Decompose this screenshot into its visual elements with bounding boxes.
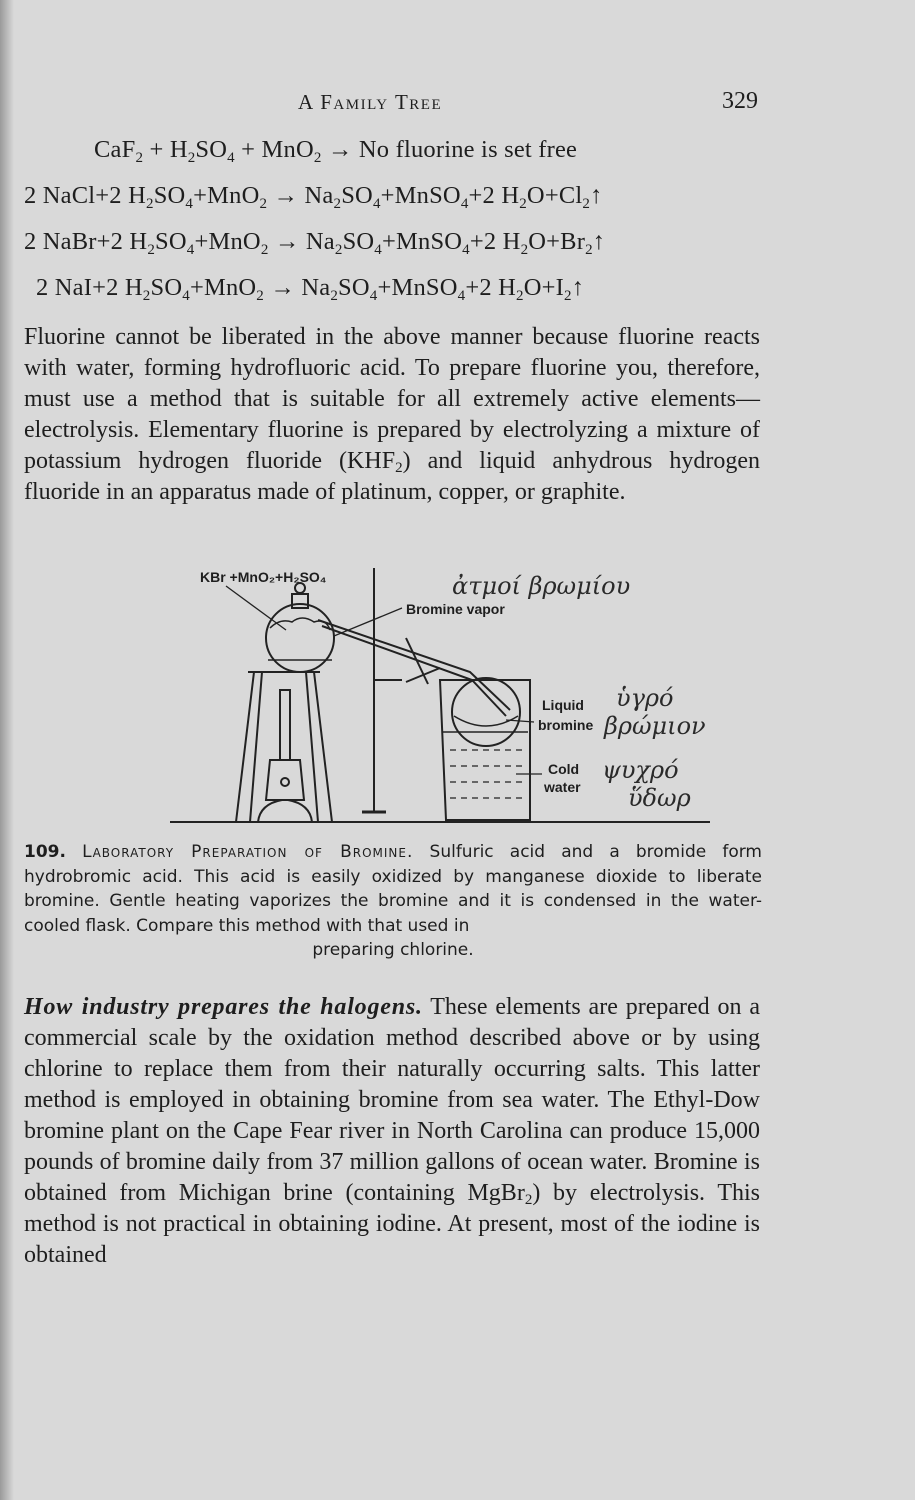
equation-subscript: 2: [260, 242, 269, 258]
liquid-bromine-level: [454, 716, 518, 726]
burner-base: [258, 800, 312, 822]
handwritten-bromine-vapor: ἀτμοί βρωμίου: [452, 572, 631, 600]
handwritten-liquid: ὑγρό: [616, 684, 674, 712]
equation-nai: [36, 274, 584, 302]
equation-subscript: 2: [516, 288, 524, 304]
equation-subscript: 2: [564, 288, 572, 304]
equation-text: +2 H: [468, 182, 520, 209]
equation-text: SO: [195, 136, 228, 163]
paragraph-industry: [24, 992, 760, 1271]
equation-text: SO: [150, 274, 183, 301]
caption-body: Sulfuric acid and a bromide form hydrobromic acid. This acid is easily oxidized by manganese dioxide to liberate bromine. Gentle heating vaporizes the bromine and it is condensed in the water-cooled flask. Compare this method with that used in: [24, 842, 762, 936]
equation-text: SO: [153, 182, 186, 209]
equation-text: +2 H: [469, 228, 521, 255]
equation-subscript: 4: [374, 242, 382, 258]
equation-text: 2 NaCl+2 H: [24, 182, 146, 209]
flask-neck: [292, 594, 308, 608]
leader-vapor: [334, 608, 402, 636]
equation-text: + H: [143, 136, 188, 163]
figure-title: Laboratory Preparation of Bromine.: [82, 842, 414, 862]
handwritten-cold: ψυχρό: [602, 756, 679, 784]
equation-text: +2 H: [465, 274, 517, 301]
equation-text: ↑: [590, 182, 603, 209]
equation-text: O+Br: [528, 228, 586, 255]
equation-subscript: 2: [187, 150, 196, 166]
equation-text: ↑: [592, 228, 606, 255]
equation-subscript: 4: [227, 150, 235, 166]
burner-body: [266, 760, 304, 800]
equation-subscript: 4: [186, 242, 195, 258]
equation-text: SO: [341, 182, 373, 209]
equation-text: O+I: [523, 274, 565, 301]
equation-nabr: [24, 228, 605, 256]
equation-subscript: 2: [142, 288, 151, 304]
paragraph-industry-text-b: ) by electrolysis. This method is not practical in obtaining iodine. At present, most of the iodine is obtained: [24, 1180, 760, 1268]
equation-subscript: 2: [519, 196, 527, 212]
equation-subscript: 2: [135, 150, 144, 166]
equation-subscript: 2: [520, 242, 529, 258]
paragraph-fluorine-subscript: 2: [395, 460, 403, 476]
label-bromine-vapor: Bromine vapor: [406, 601, 505, 617]
equation-subscript: 2: [582, 196, 591, 212]
equation-subscript: 2: [313, 150, 322, 166]
paragraph-fluorine: [24, 322, 760, 508]
equation-subscript: 2: [256, 288, 264, 304]
handwritten-bromine: βρώμιον: [604, 712, 706, 740]
equation-text: SO: [342, 228, 375, 255]
equation-text: SO: [338, 274, 370, 301]
caption-last-line: preparing chlorine.: [312, 940, 474, 960]
bromine-apparatus-figure: [170, 560, 730, 830]
leader-reagents: [226, 586, 286, 630]
equation-text: 2 NaI+2 H: [36, 274, 143, 301]
equation-text: → Na: [264, 274, 331, 301]
paragraph-industry-subscript: 2: [524, 1192, 533, 1208]
equation-text: + MnO: [234, 136, 314, 163]
equation-text: → No fluorine is set free: [321, 136, 578, 163]
equation-subscript: 2: [147, 242, 156, 258]
equation-text: +MnSO: [377, 274, 458, 301]
running-head: A Family Tree: [298, 90, 443, 114]
equation-text: +MnO: [189, 274, 257, 301]
delivery-tube: [318, 620, 510, 710]
label-cold: Cold: [548, 761, 580, 777]
equation-text: SO: [155, 228, 187, 255]
equation-subscript: 4: [182, 288, 190, 304]
paragraph-industry-text-a: These elements are prepared on a commercial scale by the oxidation method described above or by using chlorine to replace them from their naturally occurring salts. This latter method is employed in obtaining bromine from sea water. The Ethyl-Dow bromine plant on the Cape Fear river in North Carolina can produce 15,000 pounds of bromine daily from 37 million gallons of ocean water. Bromine is obtained from Michigan brine (containing MgBr: [24, 994, 761, 1206]
equation-subscript: 2: [145, 196, 154, 212]
equation-subscript: 4: [369, 288, 378, 304]
label-liquid: Liquid: [542, 697, 584, 713]
page-header: [0, 86, 915, 120]
equation-subscript: 2: [330, 288, 339, 304]
equation-subscript: 2: [333, 196, 342, 212]
equation-text: +MnO: [194, 228, 261, 255]
handwritten-water: ὕδωρ: [628, 784, 691, 812]
equation-subscript: 2: [334, 242, 343, 258]
equation-text: +MnSO: [382, 228, 463, 255]
paragraph-fluorine-text-b: ) and liquid anhydrous hydrogen fluoride in an apparatus made of platinum, copper, or graphite.: [24, 448, 760, 505]
equation-subscript: 4: [457, 288, 466, 304]
paragraph-fluorine-text-a: Fluorine cannot be liberated in the above manner because fluorine reacts with water, forming hydrofluoric acid. To prepare fluorine you, therefore, must use a method that is suitable for all extremely active elements—electrolysis. Elementary fluorine is prepared by electrolyzing a mixture of potassium hydrogen fluoride (KHF: [24, 324, 760, 474]
equation-text: +MnSO: [380, 182, 461, 209]
equation-subscript: 4: [460, 196, 469, 212]
equation-text: 2 NaBr+2 H: [24, 228, 148, 255]
page-number: 329: [722, 88, 758, 114]
equation-text: → Na: [268, 228, 335, 255]
equation-caf2: [94, 136, 577, 164]
equation-text: → Na: [267, 182, 334, 209]
burner-tube: [280, 690, 290, 760]
vapor-cloud: [270, 618, 330, 630]
figure-caption: [24, 840, 762, 963]
distilling-flask: [266, 604, 334, 672]
section-run-in-heading: How industry prepares the halogens.: [24, 994, 423, 1020]
equation-subscript: 4: [372, 196, 381, 212]
figure-number: 109.: [24, 842, 66, 862]
label-water: water: [544, 779, 581, 795]
label-bromine: bromine: [538, 717, 594, 733]
equation-nacl: [24, 182, 603, 210]
equation-text: +MnO: [193, 182, 260, 209]
water-hatching: [450, 750, 522, 798]
delivery-tube-inner: [322, 626, 506, 716]
equation-subscript: 4: [185, 196, 194, 212]
apparatus-diagram: [170, 560, 730, 830]
page-edge-shadow: [0, 0, 14, 1500]
equation-text: ↑: [571, 274, 585, 301]
burner-valve: [281, 778, 289, 786]
equation-subscript: 2: [585, 242, 593, 258]
equation-text: O+Cl: [526, 182, 583, 209]
equation-subscript: 2: [259, 196, 268, 212]
equation-subscript: 4: [462, 242, 470, 258]
equation-text: CaF: [94, 136, 136, 163]
label-reagents: KBr +MnO₂+H₂SO₄: [200, 569, 327, 585]
